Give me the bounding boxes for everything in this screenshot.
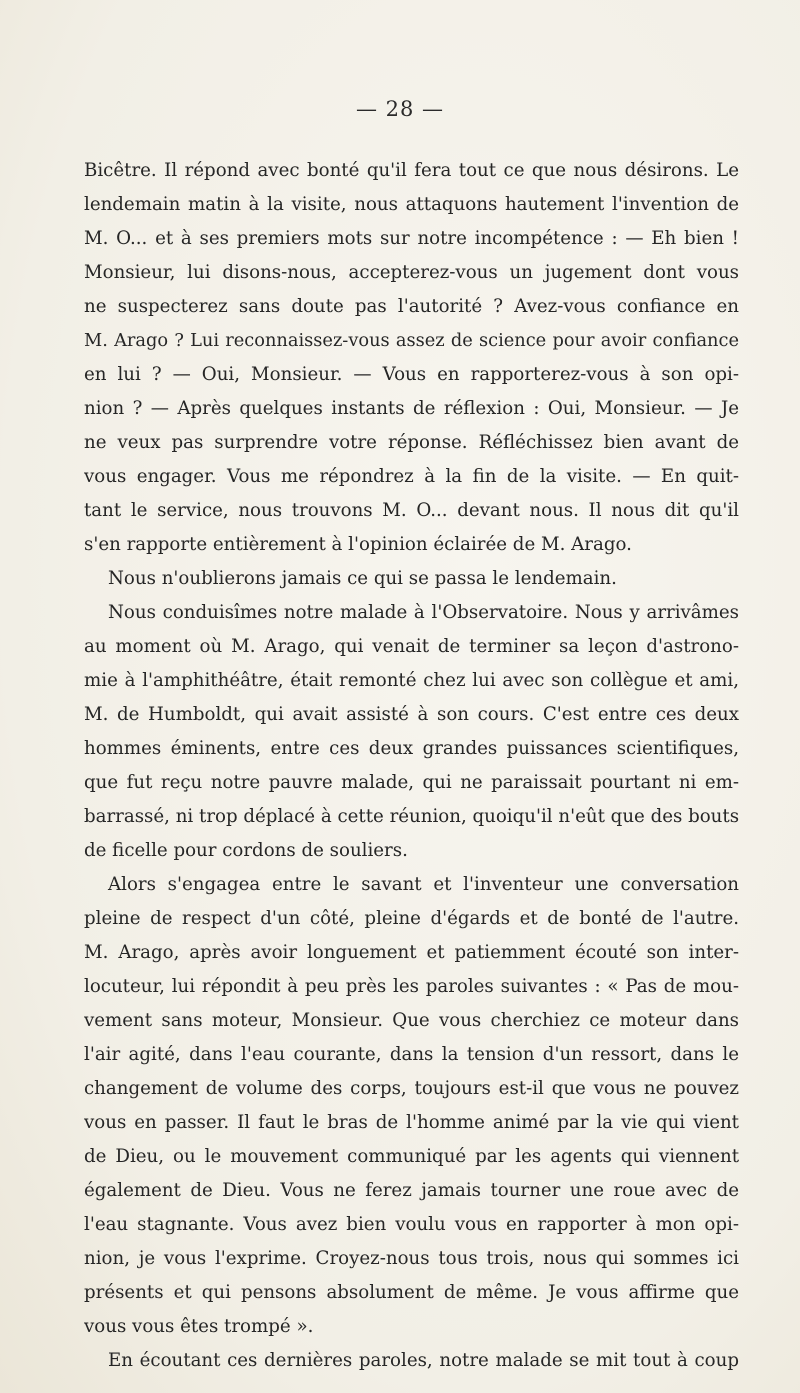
- text-line: nion ? — Après quelques instants de réflexion : Oui, Monsieur. — Je: [84, 398, 739, 419]
- text-line: vement sans moteur, Monsieur. Que vous cherchiez ce moteur dans: [84, 1010, 739, 1031]
- text-line: lendemain matin à la visite, nous attaquons hautement l'invention de: [84, 194, 739, 215]
- text-line: l'eau stagnante. Vous avez bien voulu vous en rapporter à mon opi-: [84, 1214, 739, 1235]
- text-line: M. Arago, après avoir longuement et patiemment écouté son inter-: [84, 942, 739, 963]
- text-line: Alors s'engagea entre le savant et l'inventeur une conversation: [108, 874, 739, 895]
- text-line: Monsieur, lui disons-nous, accepterez-vous un jugement dont vous: [84, 262, 739, 283]
- text-line: de Dieu, ou le mouvement communiqué par les agents qui viennent: [84, 1146, 739, 1167]
- text-line: En écoutant ces dernières paroles, notre malade se mit tout à coup: [108, 1350, 739, 1371]
- page-number: — 28 —: [355, 97, 445, 121]
- text-line: barrassé, ni trop déplacé à cette réunion, quoiqu'il n'eût que des bouts: [84, 806, 739, 827]
- text-line: M. de Humboldt, qui avait assisté à son cours. C'est entre ces deux: [84, 704, 739, 725]
- text-line: Nous conduisîmes notre malade à l'Observatoire. Nous y arrivâmes: [108, 602, 739, 623]
- text-line: changement de volume des corps, toujours est-il que vous ne pouvez: [84, 1078, 739, 1099]
- text-line: tant le service, nous trouvons M. O... devant nous. Il nous dit qu'il: [84, 500, 739, 521]
- text-line: également de Dieu. Vous ne ferez jamais tourner une roue avec de: [84, 1180, 739, 1201]
- text-line: mie à l'amphithéâtre, était remonté chez lui avec son collègue et ami,: [84, 670, 739, 691]
- text-line: présents et qui pensons absolument de même. Je vous affirme que: [84, 1282, 739, 1303]
- text-line: vous engager. Vous me répondrez à la fin de la visite. — En quit-: [84, 466, 739, 487]
- text-line: ne suspecterez sans doute pas l'autorité ? Avez-vous confiance en: [84, 296, 739, 317]
- text-line: hommes éminents, entre ces deux grandes puissances scientifiques,: [84, 738, 739, 759]
- text-line: Nous n'oublierons jamais ce qui se passa le lendemain.: [108, 568, 617, 589]
- text-line: vous en passer. Il faut le bras de l'homme animé par la vie qui vient: [84, 1112, 739, 1133]
- text-line: ne veux pas surprendre votre réponse. Réfléchissez bien avant de: [84, 432, 739, 453]
- text-line: en lui ? — Oui, Monsieur. — Vous en rapporterez-vous à son opi-: [84, 364, 739, 385]
- text-line: s'en rapporte entièrement à l'opinion éclairée de M. Arago.: [84, 534, 632, 555]
- text-line: locuteur, lui répondit à peu près les paroles suivantes : « Pas de mou-: [84, 976, 739, 997]
- text-line: M. Arago ? Lui reconnaissez-vous assez de science pour avoir confiance: [84, 330, 739, 351]
- text-line: au moment où M. Arago, qui venait de terminer sa leçon d'astrono-: [84, 636, 739, 657]
- body-text: [84, 154, 739, 1378]
- text-line: nion, je vous l'exprime. Croyez-nous tous trois, nous qui sommes ici: [84, 1248, 739, 1269]
- text-line: pleine de respect d'un côté, pleine d'égards et de bonté de l'autre.: [84, 908, 739, 929]
- text-line: vous vous êtes trompé ».: [84, 1316, 314, 1337]
- text-line: de ficelle pour cordons de souliers.: [84, 840, 408, 861]
- text-line: que fut reçu notre pauvre malade, qui ne paraissait pourtant ni em-: [84, 772, 739, 793]
- text-line: l'air agité, dans l'eau courante, dans la tension d'un ressort, dans le: [84, 1044, 739, 1065]
- text-line: Bicêtre. Il répond avec bonté qu'il fera tout ce que nous désirons. Le: [84, 160, 739, 181]
- text-line: M. O... et à ses premiers mots sur notre incompétence : — Eh bien !: [84, 228, 739, 249]
